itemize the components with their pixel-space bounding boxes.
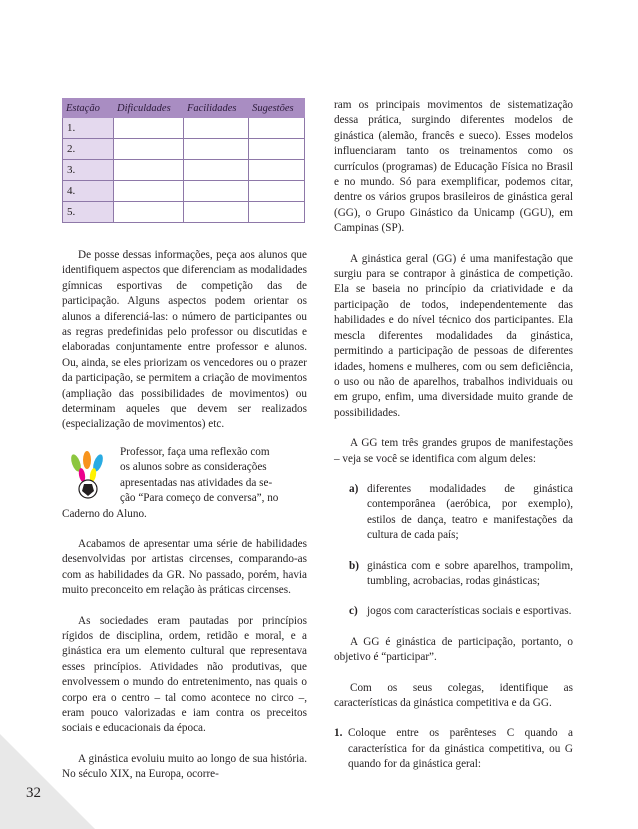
manifestations-list: [334, 482, 573, 620]
table-cell: [249, 139, 305, 160]
right-column: [334, 98, 573, 773]
paragraph-diferenciacao: De posse dessas informações, peça aos alunos que identifiquem aspectos que diferenciam as modalidades gímnicas esportivas de competição das de participação. Alguns aspectos podem orientar os alunos a diferenciá-las: o número de participantes ou as regras predefinidas pelo professor ou discutidas e elaboradas conjuntamente entre professor e alunos. Ou, ainda, se eles priorizam os vencedores ou o prazer da participação, se permitem a criação de movimentos (ampliação das possibilidades de movimentos) ou determinam aqueles que devem ser realizados (especialização de movimentos) etc.: [62, 249, 307, 431]
table-row: [63, 139, 305, 160]
paragraph-sistematizacao: ram os principais movimentos de sistematização dessa prática, surgindo diferentes modelos de ginástica (alemão, francês e sueco). Esses modelos influenciaram tanto os treinamentos como os currículos (programas) de Educação Física no Brasil e no mundo. Só para exemplificar, podemos citar, dentre os vários grupos brasileiros de ginástica geral (GG), o Grupo Ginástico da Unicamp (GGU), em Campinas (SP).: [334, 99, 573, 235]
list-item: a) diferentes modalidades de ginástica contemporânea (aeróbica, por exemplo), estilos de dança, teatro e manifestações da cultura de cada país;: [349, 482, 573, 542]
table-cell: [183, 139, 248, 160]
teacher-note-line: apresentadas nas atividades da se-: [120, 476, 273, 489]
station-number: 2.: [63, 139, 114, 160]
station-number: 5.: [63, 202, 114, 223]
table-cell: [183, 181, 248, 202]
table-cell: [183, 160, 248, 181]
paragraph-ginastica-geral: A ginástica geral (GG) é uma manifestação que surgiu para se contrapor à ginástica de competição. Ela se baseia no princípio da criatividade e da participação de todos, independentemente das habilidades e do nível técnico dos participantes. Ela mescla diferentes modalidades da ginástica, permitindo a participação de pessoas de diferentes idades, homens e mulheres, com ou sem deficiência, o uso ou não de aparelhos, trabalhos individuais ou em grupo, enfim, uma diversidade muito grande de possibilidades.: [334, 252, 573, 419]
header-sugestoes: Sugestões: [249, 99, 305, 118]
header-facilidades: Facilidades: [183, 99, 248, 118]
table-row: [63, 160, 305, 181]
paragraph-grupos: A GG tem três grandes grupos de manifestações – veja se você se identifica com algum deles:: [334, 437, 573, 465]
list-item: c) jogos com características sociais e esportivas.: [349, 605, 572, 618]
list-item: b) ginástica com e sobre aparelhos, trampolim, tumbling, acrobacias, rodas ginásticas;: [349, 559, 573, 587]
page-number: 32: [26, 785, 41, 801]
paragraph-colegas: Com os seus colegas, identifique as características da ginástica competitiva e da GG.: [334, 681, 573, 709]
table-cell: [249, 160, 305, 181]
station-number: 3.: [63, 160, 114, 181]
header-estacao: Estação: [63, 99, 114, 118]
table-cell: [114, 118, 184, 139]
table-row: [63, 118, 305, 139]
teacher-note-line: Professor, faça uma reflexão com: [120, 445, 270, 458]
station-number: 4.: [63, 181, 114, 202]
table-cell: [183, 118, 248, 139]
juggling-figure-icon: [62, 451, 112, 501]
left-column: [62, 98, 307, 783]
station-number: 1.: [63, 118, 114, 139]
question-text: Coloque entre os parênteses C quando a característica for da ginástica competitiva, ou G quando for da ginástica geral:: [348, 727, 573, 771]
table-cell: [114, 160, 184, 181]
teacher-note-line: os alunos sobre as considerações: [120, 461, 267, 474]
table-cell: [114, 202, 184, 223]
table-cell: [249, 202, 305, 223]
table-header-row: [63, 99, 305, 118]
stations-table: [62, 98, 305, 223]
paragraph-circo: Acabamos de apresentar uma série de habilidades desenvolvidas por artistas circenses, comparando-as com as habilidades da GR. No passado, porém, havia muito preconceito em relação às práticas circenses.: [62, 537, 307, 597]
table-row: [63, 181, 305, 202]
table-cell: [183, 202, 248, 223]
paragraph-sociedades: As sociedades eram pautadas por princípios rígidos de disciplina, ordem, retidão e moral, e a ginástica era um elemento cultural que representava esses princípios. Atividades não produtivas, que envolvessem o mundo do entretenimento, nas quais o corpo era o centro – tal como acontece no circo –, eram pouco valorizadas e iam contra os preceitos sociais e educacionais da época.: [62, 614, 307, 735]
table-row: [63, 202, 305, 223]
header-dificuldades: Dificuldades: [114, 99, 184, 118]
question-1: [334, 726, 573, 772]
paragraph-evolucao: A ginástica evoluiu muito ao longo de sua história. No século XIX, na Europa, ocorre-: [62, 752, 307, 781]
question-number: 1.: [334, 727, 343, 740]
table-cell: [114, 181, 184, 202]
table-cell: [249, 118, 305, 139]
teacher-note: [62, 445, 307, 522]
table-cell: [249, 181, 305, 202]
table-cell: [114, 139, 184, 160]
teacher-note-line: ção “Para começo de conversa”, no: [120, 492, 279, 505]
teacher-note-line: Caderno do Aluno.: [62, 507, 147, 520]
paragraph-participacao: A GG é ginástica de participação, portanto, o objetivo é “participar”.: [334, 635, 573, 664]
